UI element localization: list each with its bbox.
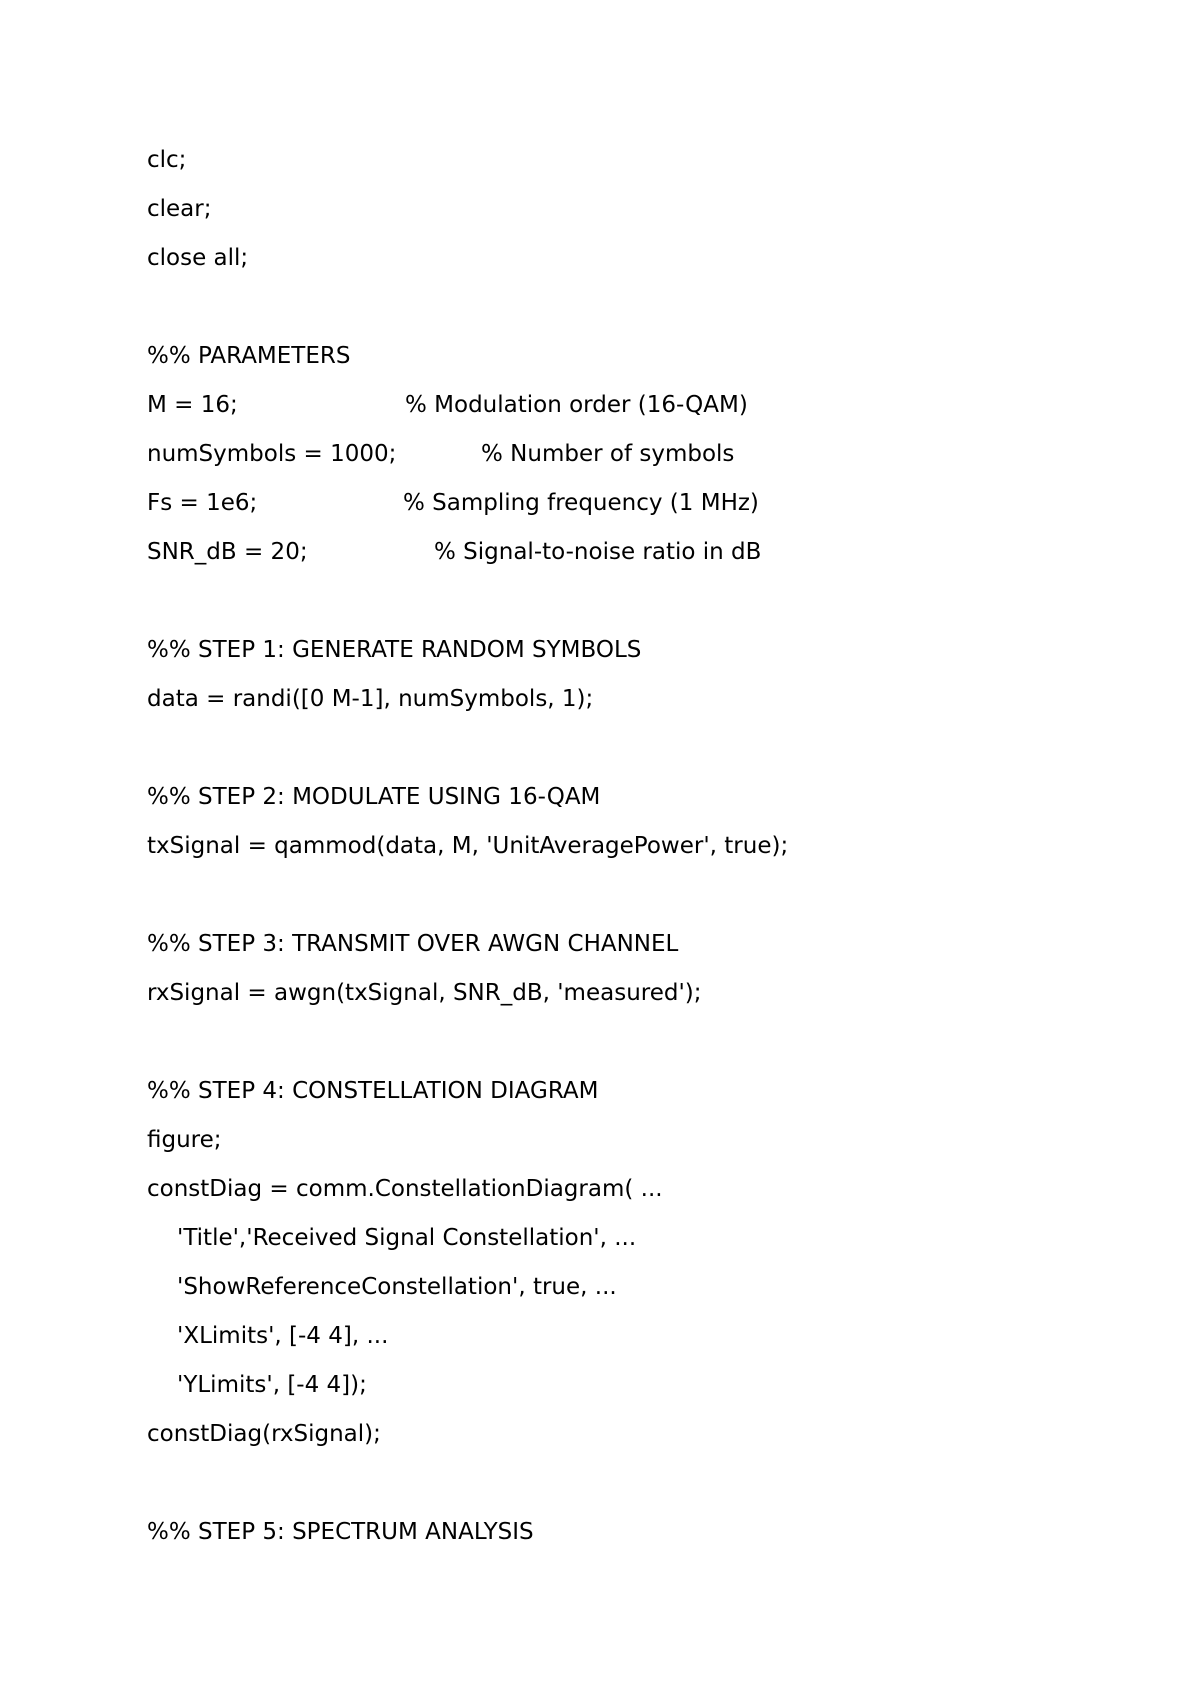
code-line-title-arg: 'Title','Received Signal Constellation', ... bbox=[177, 1225, 637, 1251]
code-line-ylimits-arg: 'YLimits', [-4 4]); bbox=[177, 1372, 367, 1398]
code-line-clear: clear; bbox=[147, 196, 212, 222]
code-line-constdiag-call: constDiag(rxSignal); bbox=[147, 1421, 381, 1447]
code-line-m: M = 16; bbox=[147, 392, 238, 418]
comment-fs: % Sampling frequency (1 MHz) bbox=[403, 490, 759, 516]
section-header-parameters: %% PARAMETERS bbox=[147, 343, 351, 369]
section-header-step3: %% STEP 3: TRANSMIT OVER AWGN CHANNEL bbox=[147, 931, 679, 957]
section-header-step5: %% STEP 5: SPECTRUM ANALYSIS bbox=[147, 1519, 534, 1545]
section-header-step4: %% STEP 4: CONSTELLATION DIAGRAM bbox=[147, 1078, 599, 1104]
code-line-figure: figure; bbox=[147, 1127, 222, 1153]
code-line-xlimits-arg: 'XLimits', [-4 4], ... bbox=[177, 1323, 389, 1349]
code-line-fs: Fs = 1e6; bbox=[147, 490, 258, 516]
code-line-data: data = randi([0 M-1], numSymbols, 1); bbox=[147, 686, 594, 712]
section-header-step2: %% STEP 2: MODULATE USING 16-QAM bbox=[147, 784, 601, 810]
comment-m: % Modulation order (16-QAM) bbox=[405, 392, 748, 418]
comment-snr: % Signal-to-noise ratio in dB bbox=[434, 539, 762, 565]
code-line-close-all: close all; bbox=[147, 245, 249, 271]
code-line-numsymbols: numSymbols = 1000; bbox=[147, 441, 397, 467]
code-line-rxsignal: rxSignal = awgn(txSignal, SNR_dB, 'measured'); bbox=[147, 980, 702, 1006]
code-line-clc: clc; bbox=[147, 147, 187, 173]
code-line-snr: SNR_dB = 20; bbox=[147, 539, 308, 565]
section-header-step1: %% STEP 1: GENERATE RANDOM SYMBOLS bbox=[147, 637, 642, 663]
code-line-showref-arg: 'ShowReferenceConstellation', true, ... bbox=[177, 1274, 617, 1300]
code-line-txsignal: txSignal = qammod(data, M, 'UnitAveragePower', true); bbox=[147, 833, 789, 859]
comment-numsymbols: % Number of symbols bbox=[481, 441, 735, 467]
code-line-constdiag-open: constDiag = comm.ConstellationDiagram( ... bbox=[147, 1176, 663, 1202]
